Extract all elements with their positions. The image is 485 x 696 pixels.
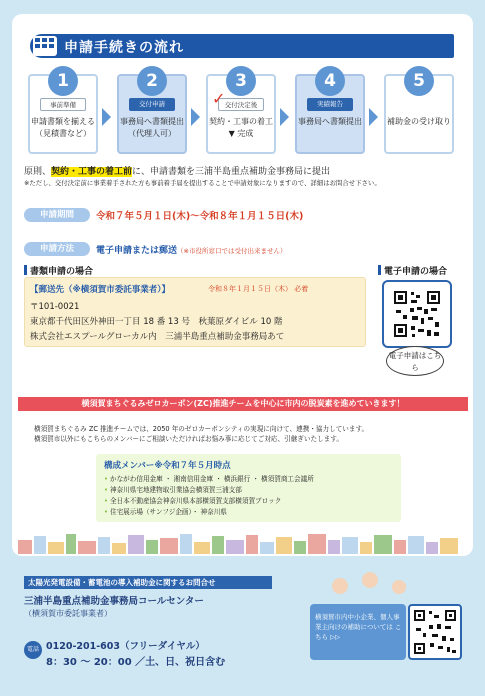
step-2-text: 事務局へ書類提出（代理人可） [120,117,184,138]
step-3-number: 3 [226,66,256,96]
contact-phone[interactable]: 0120-201-603（フリーダイヤル） [46,641,205,652]
member-item: • 住宅展示場（サンフジ企画）・ 神奈川県 [104,506,227,516]
arrow-icon [280,108,289,126]
phone-icon: 電話 [24,641,42,659]
sme-link[interactable]: 横須賀市内中小企業、個人事業主向けの補助については こちら ▷▷ [315,613,402,641]
flow-title: 申請手続きの流れ [64,40,184,56]
mail-address: 東京都千代田区外神田一丁目 18 番 13 号 秋葉原ダイビル 10 階 [30,317,283,327]
person-icon [392,580,406,594]
online-section-title: 電子申請の場合 [378,264,447,277]
step-2-number: 2 [137,66,167,96]
step-4-tag: 実績報告 [307,98,353,111]
mail-head: 【郵送先（※横須賀市委託事業者）】 [30,285,171,295]
member-item: • 全日本不動産協会神奈川県本部横須賀支部横須賀ブロック [104,495,281,505]
step-1-tag: 事前準備 [40,98,86,111]
person-icon [332,578,348,594]
contact-sub: （横須賀市委託事業者） [24,609,112,618]
contact-name: 三浦半島重点補助金事務局コールセンター [24,596,204,607]
step-5-text: 補助金の受け取り [387,117,451,126]
step-4-text: 事務局へ書類提出 [298,117,362,126]
qr-code-icon [384,282,450,346]
online-qr-code[interactable] [382,280,452,348]
principle-text: 原則、契約・工事の着工前に、申請書類を三浦半島重点補助金事務局に提出 [24,167,331,177]
mail-recipient: 株式会社エスプールグローカル内 三浦半島重点補助金事務局あて [30,332,285,342]
period-value: 令和７年５月１日(木)～令和８年１月１５日(木) [96,211,304,222]
step-1-text: 申請書類を揃える（見積書など） [31,117,95,138]
step-5-number: 5 [404,66,434,96]
principle-note: ※ただし、交付決定前に事業着手された方も事前着手届を提出することで申請対象になりますので、詳細はお問合せ下さい。 [24,179,381,187]
arrow-icon [191,108,200,126]
solar-panel-icon [33,36,57,56]
step-3-text: 契約・工事の着工 ▼ 完成 [209,117,273,138]
method-label: 申請方法 [24,242,90,256]
method-value: 電子申請または郵送（※市役所窓口では受付出来ません） [96,246,287,256]
checkmark-icon: ✓ [212,89,226,108]
step-4-number: 4 [315,66,345,96]
sme-qr-code[interactable] [408,604,462,660]
contact-hours: 8：30 ～ 20：00 ／土、日、祝日含む [46,657,226,668]
member-item: • かながわ信用金庫 ・ 湘南信用金庫 ・ 横浜銀行 ・ 横須賀商工会議所 [104,473,314,483]
zc-banner: 横須賀まちぐるみゼロカーボン(ZC)推進チームを中心に市内の脱炭素を進めていきます！ [18,397,468,411]
step-2-tag: 交付申請 [129,98,175,111]
qr-code-icon [410,606,460,658]
town-illustration [16,532,466,554]
mail-zip: 〒101-0021 [30,302,80,312]
contact-title: 太陽光発電設備・蓄電池の導入補助金に関するお問合せ [24,576,272,589]
member-title: 構成メンバー※令和７年５月時点 [104,461,231,471]
online-link-bubble[interactable]: 電子申請はこちら [386,346,444,376]
member-item: • 神奈川県宅地建物取引業協会横須賀三浦支部 [104,484,242,494]
mail-section-title: 書類申請の場合 [24,264,93,277]
step-3-tag: 交付決定後 [218,98,264,111]
zc-desc-2: 横須賀市以外にもこちらのメンバーにご相談いただければお悩み事に応じてご対応、引継ぎいたします。 [34,435,343,443]
step-1-number: 1 [48,66,78,96]
person-icon [362,572,378,588]
arrow-icon [102,108,111,126]
period-label: 申請期間 [24,208,90,222]
arrow-icon [369,108,378,126]
mail-deadline: 令和８年１月１５日（木） 必着 [208,285,309,293]
zc-desc-1: 横須賀まちぐるみ ZC 推進チームでは、2050 年のゼロカーボンシティの実現に向けて、連携・協力しています。 [34,425,369,433]
